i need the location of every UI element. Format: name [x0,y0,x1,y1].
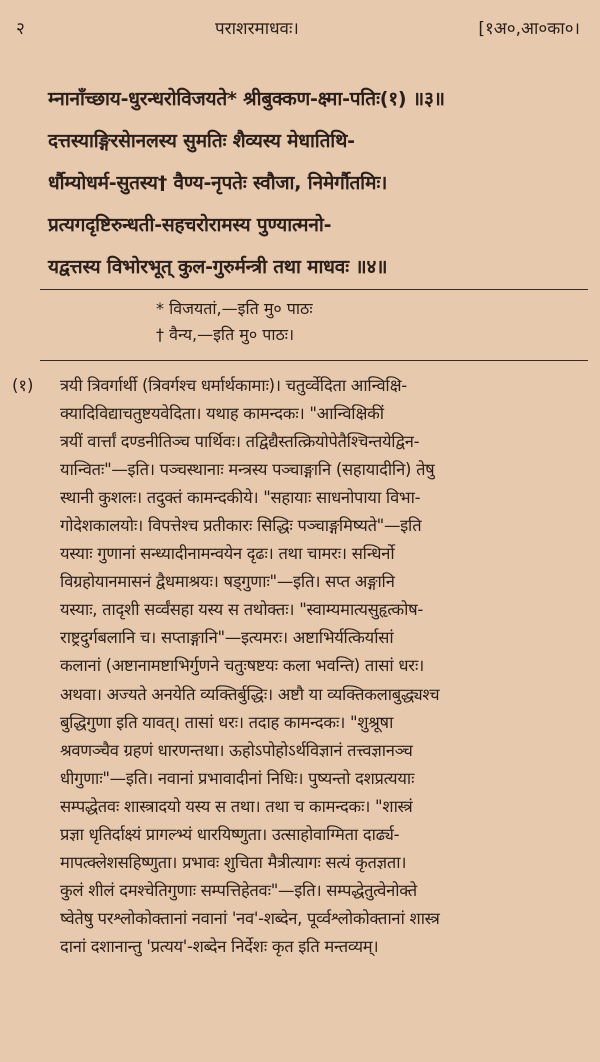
footnote-line: * विजयतां,—इति मु० पाठः [156,299,313,318]
page-number: २ [16,19,25,39]
commentary-line: श्रवणञ्चैव ग्रहणं धारणन्तथा। ऊहोऽपोहोऽर्थविज्ञानं तत्त्वज्ञानञ्च [60,740,413,760]
verse-line: म्नानाँच्छाय-धुरन्धरोविजयते* श्रीबुक्कण-क्ष्मा-पतिः(१) ॥३॥ [48,88,445,110]
footnotes [156,296,456,348]
commentary-line: कलानां (अष्टानामष्टाभिर्गुणने चतुःषष्टयः कला भवन्ति) तासां धरः। [60,656,424,676]
divider-rule-top [40,289,588,290]
commentary-line: विग्रहोयानमासनं द्वैधमाश्रयः। षड्गुणाः"—इति। सप्त अङ्गानि [60,572,395,592]
verse-line: दत्तस्याङ्गिरसेानलस्य सुमतिः शैव्यस्य मेधातिथि- [48,130,355,152]
running-title: पराशरमाधवः। [215,19,299,39]
commentary-line: बुद्धिगुणा इति यावत्। तासां धरः। तदाह कामन्दकः। "शुश्रूषा [60,712,394,732]
commentary-line: राष्ट्रदुर्गबलानि च। सप्ताङ्गानि"—इत्यमरः। अष्टाभिर्यत्किर्यासां [60,628,394,648]
commentary-marker: (१) [12,376,34,395]
commentary-line: स्थानी कुशलः। तदुक्तं कामन्दकीये। "सहायाः साधनोपाया विभा- [60,488,421,508]
commentary-line: सम्पद्धेतवः शास्त्रादयो यस्य स तथा। तथा च कामन्दकः। "शास्त्रं [60,796,413,816]
commentary-line: गोदेशकालयोः। विपत्तेश्च प्रतीकारः सिद्धिः पञ्चाङ्गमिष्यते"—इति [60,516,422,536]
section-reference: [१अ०,आ०का०। [478,19,580,39]
divider-rule-bottom [40,360,588,361]
commentary-line: प्रज्ञा धृतिर्दाक्ष्यं प्रागल्भ्यं धारयिष्णुता। उत्साहोवाग्मिता दार्ढ्य- [60,824,400,844]
verse-line: र्धौम्योधर्म-सुतस्य† वैण्य-नृपतेः स्वौजा, निमेर्गौतमिः। [48,172,388,194]
commentary-line: दानां दशानान्तु 'प्रत्यय'-शब्देन निर्देशः कृत इति मन्तव्यम्। [60,936,379,956]
commentary-line: मापत्क्लेशसहिष्णुता। प्रभावः शुचिता मैत्रीत्यागः सत्यं कृतज्ञता। [60,852,407,872]
verse-block [48,78,588,288]
commentary-line: यस्याः गुणानां सन्ध्यादीनामन्वयेन दृढः। तथा चामरः। सन्धिर्नो [60,544,395,564]
commentary-line: यान्वितः"—इति। पञ्चस्थानाः मन्त्रस्य पञ्चाङ्गानि (सहायादीनि) तेषु [60,460,435,480]
commentary-line: त्रयीं वार्त्तां दण्डनीतिञ्च पार्थिवः। तद्विद्यैस्तत्क्रियोपेतैश्चिन्तयेद्विन- [60,432,420,452]
commentary-line: क्यादिविद्याचतुष्टयवेदिता। यथाह कामन्दकः। "आन्विक्षिकीं [60,404,384,424]
commentary-line: त्रयी त्रिवर्गार्थी (त्रिवर्गश्च धर्मार्थकामाः)। चतुर्व्वेदिता आन्विक्षि- [60,376,407,395]
footnote-line: † वैन्य,—इति मु० पाठः। [156,325,295,344]
commentary-body [60,372,590,961]
commentary-line: धीगुणाः"—इति। नवानां प्रभावादीनां निधिः। पुष्यन्तो दशप्रत्ययाः [60,768,415,788]
commentary-line: ष्वेतेषु परश्लोकोक्तानां नवानां 'नव'-शब्देन, पूर्व्वश्लोकोक्तानां शास्त्र [60,908,440,928]
verse-line: प्रत्यगदृष्टिरुन्धती-सहचरोरामस्य पुण्यात्मनो- [48,214,332,236]
commentary-line: यस्याः, तादृशी सर्व्वंसहा यस्य स तथोक्तः। "स्वाम्यमात्यसुहृत्कोष- [60,600,423,620]
commentary-line: कुलं शीलं दमश्चेतिगुणाः सम्पत्तिहेतवः"—इति। सम्पद्धेतुत्वेनोक्ते [60,880,417,900]
page-header [0,14,600,44]
verse-line: यद्वत्तस्य विभोरभूत् कुल-गुरुर्मन्त्री तथा माधवः ॥४॥ [48,256,388,278]
commentary-line: अथवा। अज्यते अनयेति व्यक्तिर्बुद्धिः। अष्टौ या व्यक्तिकलाबुद्ध्यश्च [60,684,440,704]
